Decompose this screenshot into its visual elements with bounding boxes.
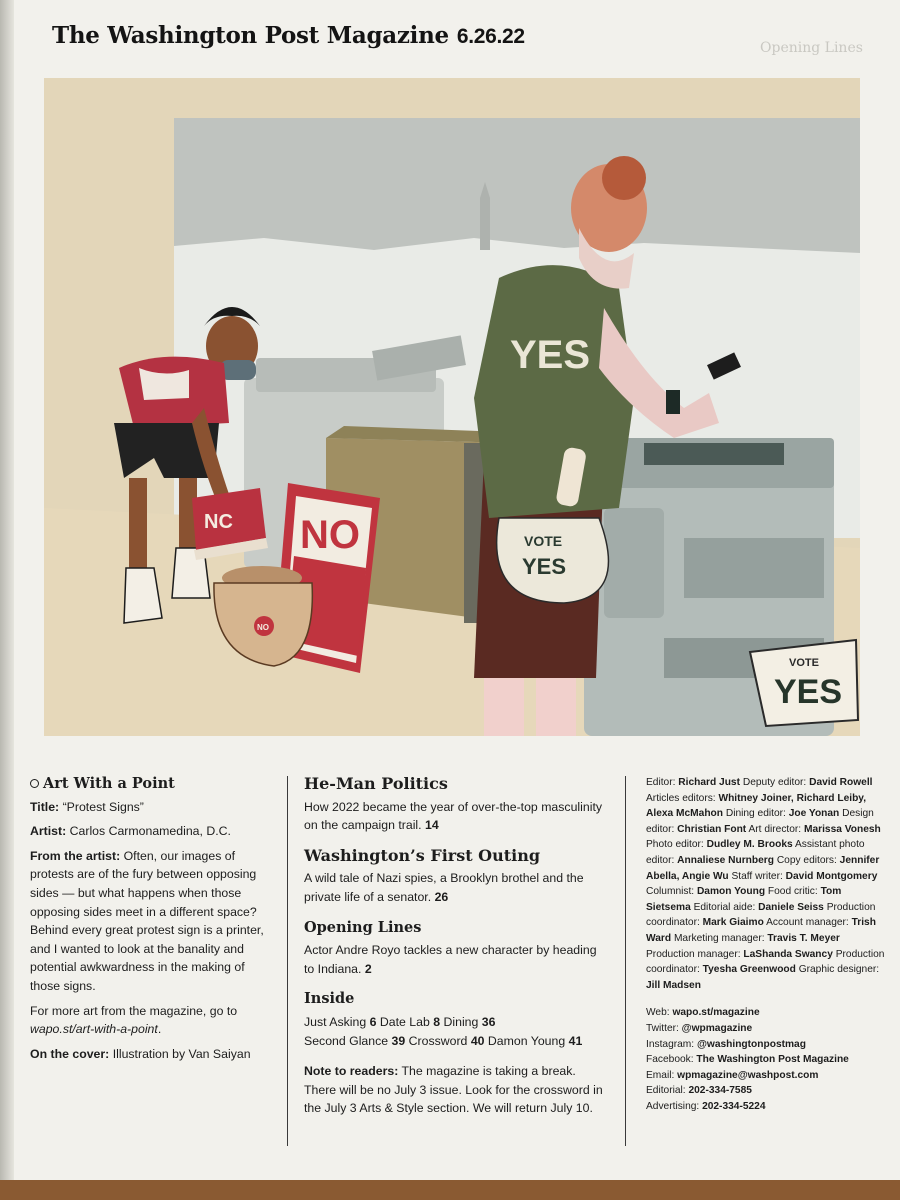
staff-name: Joe Yonan [788, 808, 840, 820]
inside-line-1: Just Asking 6 Date Lab 8 Dining 36 [304, 1014, 496, 1029]
cover-illustration [44, 78, 860, 736]
shirt-yes-text: YES [510, 333, 591, 377]
staff-role: Production manager: [646, 948, 744, 960]
staff-role: Editor: [646, 777, 679, 788]
contact-value[interactable]: @washingtonpostmag [696, 1038, 806, 1050]
staff-name: Tom Sietsema [646, 886, 842, 913]
bullet-circle-icon [30, 779, 39, 788]
staff-role: Production coordinator: [646, 948, 885, 976]
page-edge [0, 0, 14, 1180]
inside-line-2: Second Glance 39 Crossword 40 Damon Young 41 [304, 1033, 583, 1048]
staff-role: Staff writer: [731, 870, 786, 882]
story-headline: He-Man Politics [304, 774, 448, 793]
staff-name: Daniele Seiss [758, 901, 824, 913]
art-with-a-point-column [30, 775, 270, 1069]
staff-name: Jennifer Abella, Angie Wu [646, 854, 880, 882]
story-dek: A wild tale of Nazi spies, a Brooklyn brothel and the private life of a senator. 26 [304, 871, 584, 904]
staff-name: Jill Madsen [646, 979, 701, 991]
contact-line: Web: wapo.st/magazine [646, 1007, 760, 1019]
masthead [52, 22, 525, 49]
staff-role: Art director: [748, 823, 804, 835]
staff-name: Tyesha Greenwood [702, 964, 796, 976]
contact-info [646, 1005, 886, 1114]
nc-sign-text: NC [204, 511, 233, 533]
illustration-svg [44, 78, 860, 736]
contact-line: Twitter: @wpmagazine [646, 1022, 753, 1034]
staff-name: David Montgomery [785, 870, 878, 882]
contact-line: Email: wpmagazine@washpost.com [646, 1069, 819, 1081]
printout-vote-text: VOTE [789, 657, 819, 669]
contact-value[interactable]: @wpmagazine [681, 1022, 753, 1034]
contact-line: Facebook: The Washington Post Magazine [646, 1054, 849, 1066]
tote-vote-text: VOTE [524, 533, 563, 549]
staff-name: Christian Font [677, 823, 747, 835]
contact-value[interactable]: 202-334-7585 [688, 1085, 752, 1097]
story-he-man-politics [304, 775, 604, 835]
story-dek: Actor Andre Royo tackles a new character by heading to Indiana. 2 [304, 943, 597, 976]
contact-value[interactable]: 202-334-5224 [702, 1100, 766, 1112]
story-opening-lines [304, 919, 604, 979]
contact-line: Advertising: 202-334-5224 [646, 1100, 766, 1112]
tote-yes-text: YES [522, 554, 567, 579]
staff-name: David Rowell [809, 777, 873, 788]
story-headline: Washington’s First Outing [304, 845, 541, 865]
more-art: For more art from the magazine, go to wapo.st/art-with-a-point. [30, 1003, 238, 1037]
art-with-a-point-heading: Art With a Point [30, 775, 270, 794]
staff-name: Richard Just [678, 777, 740, 788]
contact-value[interactable]: The Washington Post Magazine [696, 1054, 849, 1066]
masthead-title: The Washington Post Magazine [52, 22, 449, 49]
staff-role: Columnist: [646, 886, 697, 898]
printout-yes-text: YES [774, 673, 843, 711]
inside-heading: Inside [304, 990, 355, 1008]
staff-name: Annaliese Nurnberg [677, 854, 774, 866]
staff-role: Deputy editor: [742, 777, 810, 788]
staff-name: Mark Giaimo [702, 917, 764, 929]
contact-line: Instagram: @washingtonpostmag [646, 1038, 806, 1050]
staff-name: LaShanda Swancy [743, 948, 833, 960]
staff-name: Trish Ward [646, 917, 876, 944]
staff-role: Account manager: [766, 917, 852, 929]
staff-role: Food critic: [767, 886, 821, 898]
staff-role: Assistant photo editor: [646, 839, 865, 866]
bleed-through-text: Opening Lines [760, 40, 863, 56]
staff-role: Photo editor: [646, 839, 707, 851]
staff-role: Editorial aide: [693, 901, 759, 913]
column-divider-2 [625, 776, 626, 1146]
art-title: Title: “Protest Signs” [30, 799, 144, 814]
staff-role: Dining editor: [725, 808, 789, 820]
story-dek: How 2022 became the year of over-the-top masculinity on the campaign trail. 14 [304, 799, 603, 833]
contact-line: Editorial: 202-334-7585 [646, 1085, 752, 1097]
contact-value[interactable]: wapo.st/magazine [672, 1007, 760, 1019]
no-sign-text: NO [300, 513, 360, 557]
story-first-outing [304, 847, 604, 907]
on-the-cover: On the cover: Illustration by Van Saiyan [30, 1046, 251, 1061]
contact-value[interactable]: wpmagazine@washpost.com [677, 1069, 819, 1081]
more-art-link[interactable]: wapo.st/art-with-a-point [30, 1022, 158, 1037]
contents-column [304, 775, 604, 1118]
story-headline: Opening Lines [304, 918, 422, 936]
art-artist: Artist: Carlos Carmonamedina, D.C. [30, 824, 231, 839]
staff-name: Dudley M. Brooks [706, 839, 793, 851]
staff-name: Travis T. Meyer [767, 932, 840, 944]
staff-role: Design editor: [646, 808, 874, 835]
staff-role: Graphic designer: [798, 964, 880, 976]
staff-name: Whitney Joiner, Richard Leiby, Alexa McMahon [646, 792, 867, 820]
inside-section [304, 990, 604, 1050]
staff-role: Marketing manager: [673, 932, 768, 944]
staff-name: Damon Young [696, 886, 766, 898]
staff-credits [646, 775, 886, 993]
from-the-artist: From the artist: Often, our images of protests are of the fury between opposing sides — but what happens when those opposing sides meet in a different space? Behind every great protest sign is a printer, and I wanted to look at the banality and potential awkwardness in the making of those signs. [30, 848, 264, 993]
staff-role: Production coordinator: [646, 901, 876, 929]
staff-role: Copy editors: [776, 854, 840, 866]
note-to-readers: Note to readers: The magazine is taking a break. There will be no July 3 issue. Look for the crossword in the July 3 Arts & Style section. We will return July 10. [304, 1064, 603, 1116]
basket-badge-text: NO [257, 623, 269, 632]
staff-name: Marissa Vonesh [803, 823, 881, 835]
staff-role: Articles editors: [646, 792, 719, 804]
staff-column [646, 775, 886, 1114]
column-divider-1 [287, 776, 288, 1146]
issue-date: 6.26.22 [456, 25, 525, 48]
